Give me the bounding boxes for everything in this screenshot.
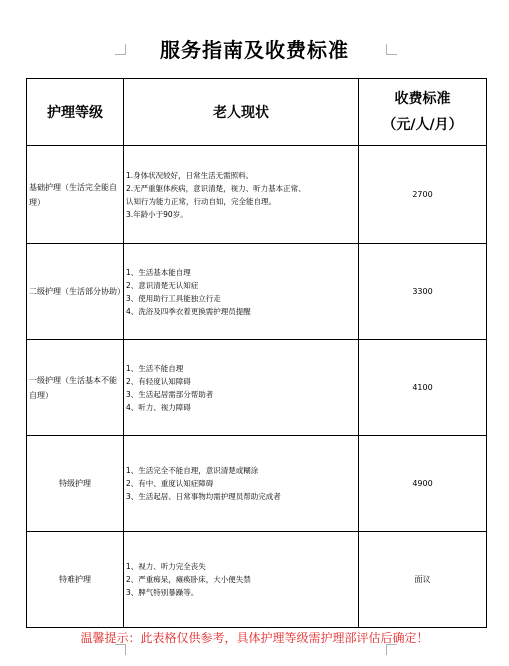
level-cell: 特难护理 <box>27 532 124 628</box>
status-line: 4、洗浴及四季衣着更换需护理员提醒 <box>126 306 251 316</box>
status-cell <box>124 244 359 340</box>
status-line: 2、有轻度认知障碍 <box>126 376 191 386</box>
status-line: 2.无严重躯体疾病，意识清楚，视力、听力基本正常、 <box>126 183 306 193</box>
table-row <box>27 244 487 340</box>
fee-cell: 4900 <box>359 436 487 532</box>
table-header-row <box>27 79 487 146</box>
status-line: 认知行为能力正常，行动自如，完全能自理。 <box>126 196 276 206</box>
level-cell: 特级护理 <box>27 436 124 532</box>
status-line: 3.年龄小于90岁。 <box>126 209 188 219</box>
fee-table <box>26 78 487 628</box>
status-cell <box>124 532 359 628</box>
fee-cell: 3300 <box>359 244 487 340</box>
status-line: 3、脾气特别暴躁等。 <box>126 588 199 597</box>
table-row <box>27 340 487 436</box>
status-cell <box>124 436 359 532</box>
table-row <box>27 532 487 628</box>
status-line: 3、使用助行工具能独立行走 <box>126 293 221 303</box>
status-line: 4、听力、视力障碍 <box>126 402 191 412</box>
header-level: 护理等级 <box>27 79 124 146</box>
status-line: 2、有中、重度认知症障碍 <box>126 479 214 488</box>
status-line: 1、生活完全不能自理，意识清楚或糊涂 <box>126 466 259 475</box>
status-line: 1、视力、听力完全丧失 <box>126 562 206 571</box>
status-cell <box>124 146 359 244</box>
footer-note: 温馨提示：此表格仅供参考，具体护理等级需护理部评估后确定！ <box>80 631 429 645</box>
level-cell: 二级护理（生活部分协助） <box>27 244 124 340</box>
header-status: 老人现状 <box>124 79 359 146</box>
page-title: 服务指南及收费标准 <box>160 38 349 62</box>
table-row <box>27 436 487 532</box>
status-line: 3、生活起居、日常事物均需护理员帮助完成者 <box>126 492 281 501</box>
status-line: 1.身体状况较好，日常生活无需照料。 <box>126 170 254 180</box>
fee-cell: 4100 <box>359 340 487 436</box>
status-line: 1、生活基本能自理 <box>126 267 191 277</box>
fee-cell: 面议 <box>359 532 487 628</box>
header-fee <box>359 79 487 146</box>
status-line: 3、生活起居需部分帮助者 <box>126 389 214 399</box>
fee-cell: 2700 <box>359 146 487 244</box>
status-line: 2、意识清楚无认知症 <box>126 280 199 290</box>
status-line: 2、严重痴呆，瘫痪卧床，大小便失禁 <box>126 575 251 584</box>
level-cell: 一级护理（生活基本不能自理） <box>27 340 124 436</box>
level-cell: 基础护理（生活完全能自理） <box>27 146 124 244</box>
header-fee-title: 收费标准 <box>394 91 451 107</box>
status-line: 1、生活不能自理 <box>126 363 184 373</box>
header-fee-unit: （元/人/月） <box>382 117 463 133</box>
status-cell <box>124 340 359 436</box>
table-row <box>27 146 487 244</box>
